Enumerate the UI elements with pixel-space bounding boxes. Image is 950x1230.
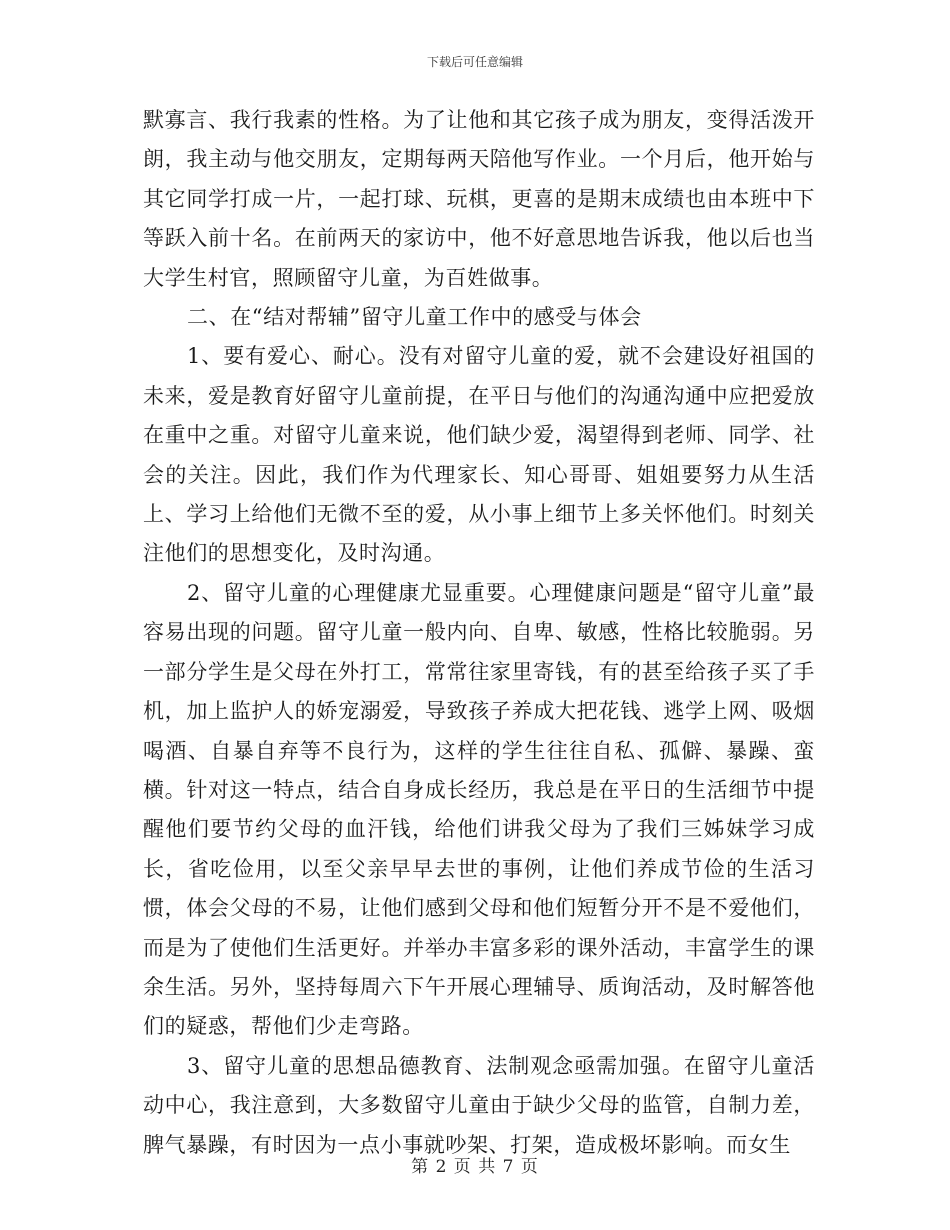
document-body bbox=[143, 101, 815, 1165]
paragraph-continuation: 默寡言、我行我素的性格。为了让他和其它孩子成为朋友，变得活泼开朗，我主动与他交朋友，定期每两天陪他写作业。一个月后，他开始与其它同学打成一片，一起打球、玩棋，更喜的是期末成绩也由本班中下等跃入前十名。在前两天的家访中，他不好意思地告诉我，他以后也当大学生村官，照顾留守儿童，为百姓做事。 bbox=[143, 108, 815, 290]
paragraph-point-1: 1、要有爱心、耐心。没有对留守儿童的爱，就不会建设好祖国的未来，爱是教育好留守儿童前提，在平日与他们的沟通沟通中应把爱放在重中之重。对留守儿童来说，他们缺少爱，渴望得到老师、同学、社会的关注。因此，我们作为代理家长、知心哥哥、姐姐要努力从生活上、学习上给他们无微不至的爱，从小事上细节上多关怀他们。时刻关注他们的思想变化，及时沟通。 bbox=[143, 344, 815, 566]
paragraph-point-3: 3、留守儿童的思想品德教育、法制观念亟需加强。在留守儿童活动中心，我注意到，大多数留守儿童由于缺少父母的监管，自制力差，脾气暴躁，有时因为一点小事就吵架、打架，造成极坏影响。而女生 bbox=[143, 1053, 815, 1157]
section-heading: 二、在“结对帮辅”留守儿童工作中的感受与体会 bbox=[187, 305, 642, 330]
page-number: 第 2 页 共 7 页 bbox=[411, 1157, 539, 1177]
page-header-note: 下载后可任意编辑 bbox=[426, 55, 523, 69]
paragraph-point-2: 2、留守儿童的心理健康尤显重要。心理健康问题是“留守儿童”最容易出现的问题。留守儿童一般内向、自卑、敏感，性格比较脆弱。另一部分学生是父母在外打工，常常往家里寄钱，有的甚至给孩子买了手机，加上监护人的娇宠溺爱，导致孩子养成大把花钱、逃学上网、吸烟喝酒、自暴自弃等不良行为，这样的学生往往自私、孤僻、暴躁、蛮横。针对这一特点，结合自身成长经历，我总是在平日的生活细节中提醒他们要节约父母的血汗钱，给他们讲我父母为了我们三姊妹学习成长，省吃俭用，以至父亲早早去世的事例，让他们养成节俭的生活习惯，体会父母的不易，让他们感到父母和他们短暂分开不是不爱他们，而是为了使他们生活更好。并举办丰富多彩的课外活动，丰富学生的课余生活。另外，坚持每周六下午开展心理辅导、质询活动，及时解答他们的疑惑，帮他们少走弯路。 bbox=[143, 580, 815, 1039]
